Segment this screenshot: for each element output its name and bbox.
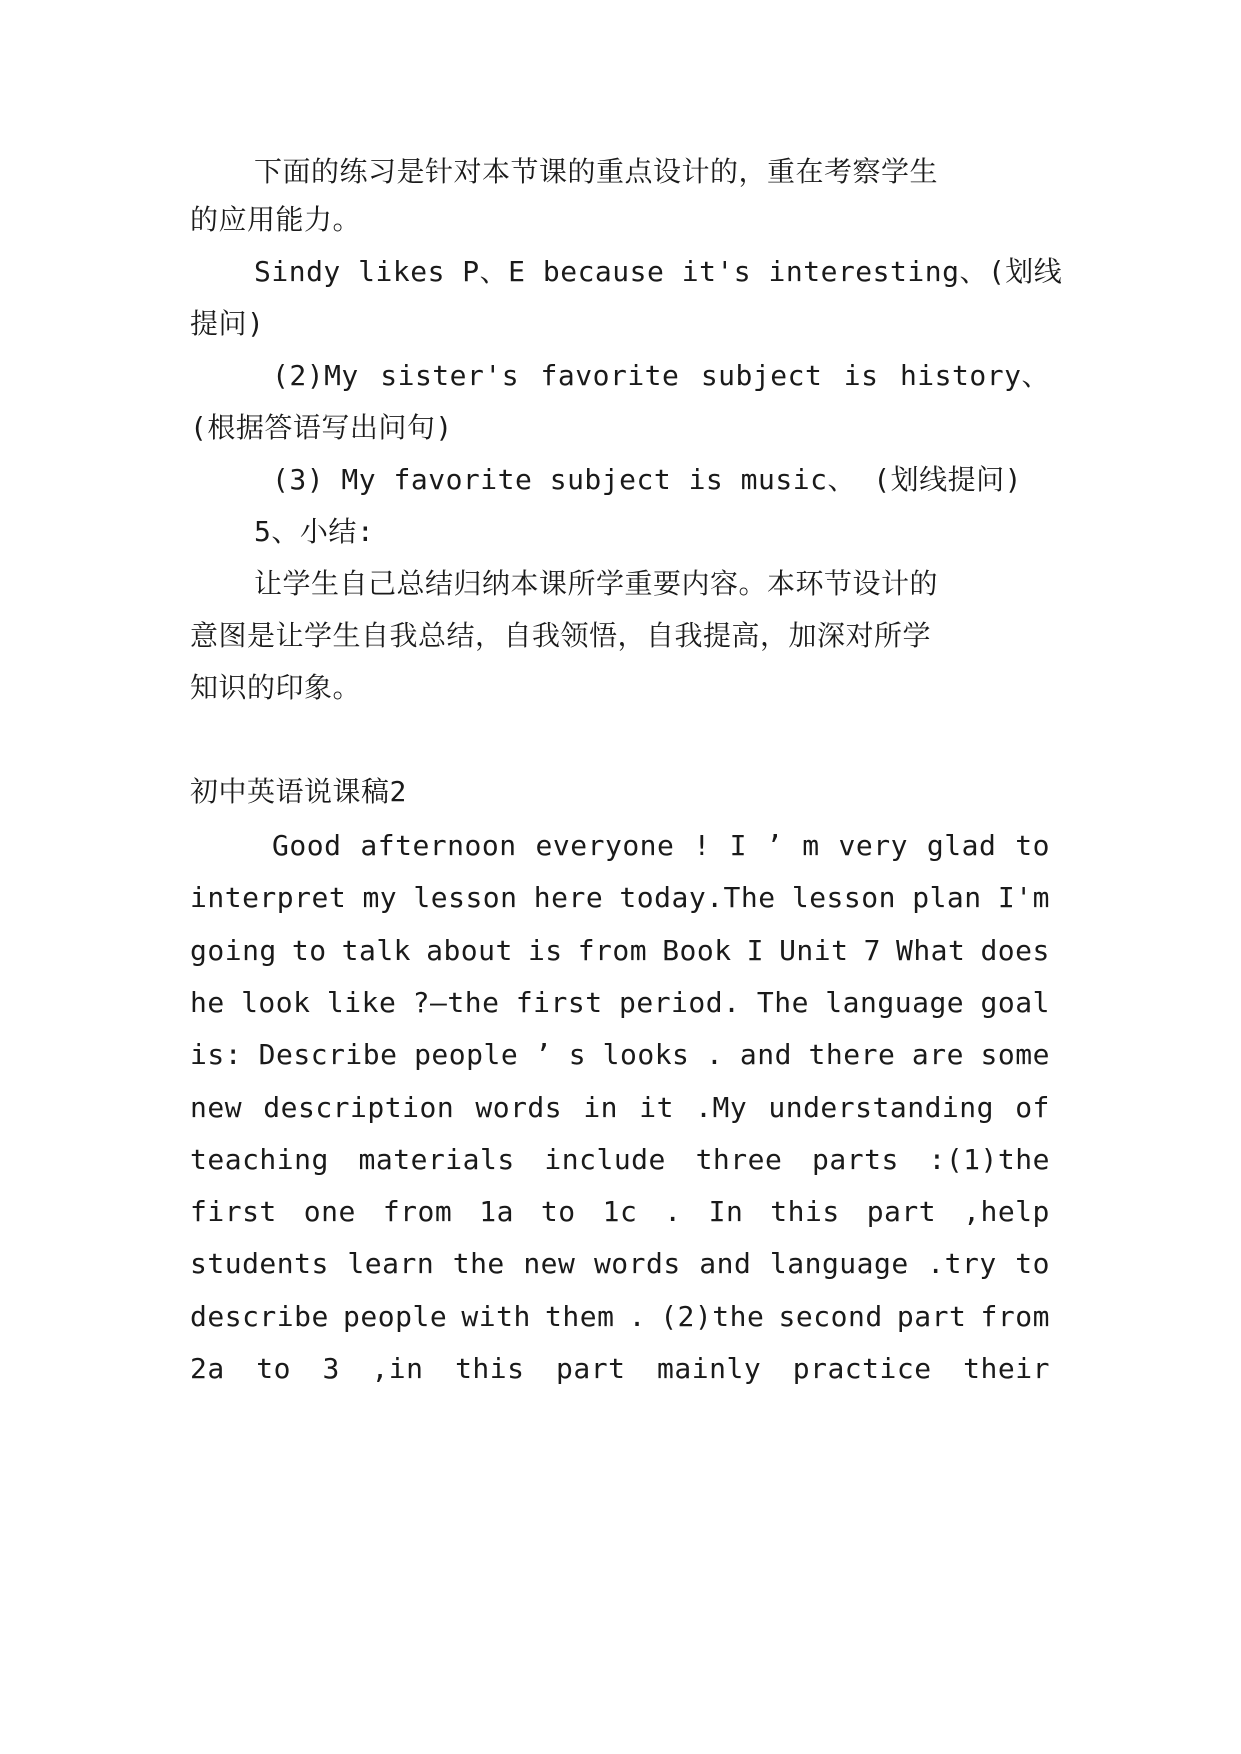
paragraph-line [190,200,1050,240]
paragraph-line [190,1192,1050,1232]
word: from [577,934,648,967]
word: (2)the [660,1300,765,1333]
text-line: 知识的印象。 [190,671,362,704]
text-line: 让学生自己总结归纳本课所学重要内容。本环节设计的 [254,567,939,600]
word: from [382,1195,453,1228]
text-line: 意图是让学生自我总结，自我领悟，自我提高，加深对所学 [190,619,932,652]
paragraph-line [190,878,1050,918]
word: their [963,1352,1050,1385]
paragraph-line [190,1140,1050,1180]
word: goal [980,986,1050,1019]
word: Book [662,934,732,967]
paragraph-line [190,1035,1050,1075]
summary-heading [254,512,1050,552]
word: part [896,1300,967,1333]
word: m [802,829,820,862]
word: What [895,934,966,967]
paragraph-line [190,983,1050,1023]
word: words [475,1091,563,1124]
word: to [1015,1247,1050,1280]
word: like [326,986,397,1019]
word: to [291,934,327,967]
word: plan [912,881,982,914]
word: with [461,1300,531,1333]
word: going [190,934,277,967]
word: about [426,934,513,967]
word: talk [341,934,412,967]
paragraph-line [272,826,1050,866]
word: it [639,1091,674,1124]
exercise-1-line [254,252,1063,292]
word: and [699,1247,752,1280]
word: three [695,1143,783,1176]
word: :(1)the [928,1143,1050,1176]
word: ’ [534,1038,553,1071]
word: practice [792,1352,932,1385]
word: people [414,1038,519,1071]
word: language [769,1247,909,1280]
word: ! [693,829,711,862]
word: materials [358,1143,515,1176]
word: glad [926,829,997,862]
word: 7 [863,934,881,967]
word: first [190,1195,277,1228]
word: interpret [190,881,347,914]
word: ’ [765,829,784,862]
word: very [838,829,908,862]
word: mainly [657,1352,762,1385]
summary-line [254,564,1050,604]
word: the [452,1247,505,1280]
text-line: 5、小结: [254,515,375,548]
word: this [455,1352,525,1385]
word: period. [618,986,741,1019]
exercise-3-line [272,460,1050,500]
word: some [980,1038,1050,1071]
word: to [256,1352,291,1385]
word: second [778,1300,883,1333]
word: part [556,1352,626,1385]
word: is: [190,1038,243,1071]
word: 1c [602,1195,638,1228]
paragraph-line [190,1088,1050,1128]
word: ,help [963,1195,1050,1228]
word: description [263,1091,455,1124]
summary-line [190,668,1050,708]
word: include [544,1143,666,1176]
word: I'm [997,881,1050,914]
paragraph-line [254,152,1050,192]
word: words [593,1247,681,1280]
word: teaching [190,1143,329,1176]
text-line: Sindy likes P、E because it's interesting、(划线 [254,255,1063,288]
word: favorite [540,359,680,392]
word: is [843,359,879,392]
word: s [568,1038,587,1071]
word: of [1015,1091,1050,1124]
word: are [911,1038,964,1071]
word: Unit [779,934,849,967]
word: parts [812,1143,899,1176]
word: 1a [479,1195,514,1228]
word: . [705,1038,724,1071]
word: to [1015,829,1050,862]
text-line: 下面的练习是针对本节课的重点设计的，重在考察学生 [254,155,939,188]
word: and [739,1038,792,1071]
word: people [343,1300,448,1333]
word: does [980,934,1050,967]
word: learn [347,1247,435,1280]
word: 3 [322,1352,340,1385]
word: students [190,1247,329,1280]
text-line: 的应用能力。 [190,203,362,236]
word: first [515,986,603,1019]
word: my [362,881,398,914]
paragraph-line [190,1244,1050,1284]
title-text: 初中英语说课稿2 [190,775,407,808]
word: lesson [791,881,896,914]
paragraph-line [190,1349,1050,1389]
word: here [533,881,604,914]
word: new [523,1247,576,1280]
word: 2a [190,1352,225,1385]
word: . [628,1300,646,1333]
word: language [825,986,965,1019]
word: this [770,1195,840,1228]
word: I [729,829,747,862]
word: I [746,934,765,967]
word: from [980,1300,1050,1333]
text-line: (根据答语写出问句) [190,411,453,444]
word: part [866,1195,937,1228]
word: lesson [413,881,518,914]
paragraph-line [190,1297,1050,1337]
word: describe [190,1300,329,1333]
word: looks [602,1038,690,1071]
paragraph-line [190,931,1050,971]
word: .My [695,1091,748,1124]
word: subject [700,359,823,392]
word: Describe [258,1038,398,1071]
word: history、 [899,359,1050,392]
exercise-2-line [272,356,1050,396]
word: .try [927,1247,997,1280]
word: to [540,1195,576,1228]
word: afternoon [360,829,517,862]
word: them [545,1300,615,1333]
word: he [190,986,225,1019]
word: (2)My [272,359,359,392]
word: in [583,1091,619,1124]
word: look [241,986,311,1019]
text-line: (3) My favorite subject is music、 (划线提问) [272,463,1023,496]
word: The [756,986,809,1019]
word: today.The [619,881,776,914]
word: understanding [768,1091,995,1124]
text-line: 提问) [190,307,265,340]
word: ,in [371,1352,424,1385]
word: is [527,934,563,967]
exercise-1-line [190,304,1050,344]
word: new [190,1091,243,1124]
word: In [708,1195,744,1228]
summary-line [190,616,1050,656]
word: everyone [535,829,675,862]
word: ?—the [412,986,500,1019]
word: . [664,1195,682,1228]
word: sister's [380,359,520,392]
exercise-2-line [190,408,1050,448]
section-title [190,772,1050,812]
word: there [808,1038,896,1071]
word: Good [272,829,342,862]
word: one [303,1195,356,1228]
